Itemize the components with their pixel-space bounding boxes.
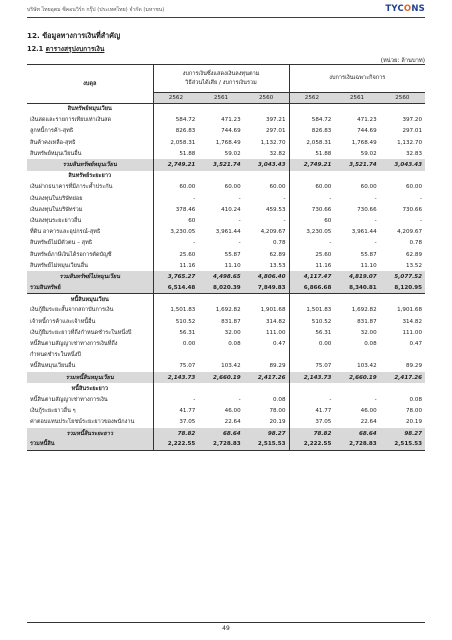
cell-value: 11.16 — [153, 260, 198, 271]
header-divider — [27, 17, 425, 18]
cell-value: 20.19 — [406, 419, 423, 426]
cell-value: 60.00 — [224, 184, 241, 191]
cell-value: 68.64 — [198, 428, 243, 439]
cell-value: 22.64 — [224, 419, 241, 426]
row-label: รวมหนี้สินระยะยาว — [27, 428, 153, 439]
cell-value: 4,117.47 — [289, 271, 334, 282]
cell-value: - — [419, 195, 423, 202]
table-row — [27, 137, 425, 148]
cell-value: 62.89 — [269, 251, 286, 258]
cell-value: 32.82 — [269, 150, 286, 157]
cell-value — [244, 171, 289, 182]
cell-value: 397.20 — [402, 117, 423, 124]
row-label: เงินลงทุนระยะยาวอื่น — [30, 217, 82, 224]
cell-value: 37.05 — [153, 417, 198, 428]
cell-value: - — [374, 195, 377, 202]
cell-value: 0.08 — [273, 396, 286, 403]
cell-value: 8,340.81 — [334, 283, 379, 294]
cell-value: 3,230.05 — [153, 227, 198, 238]
cell-value: 68.64 — [334, 428, 379, 439]
row-label: หนี้สินตามสัญญาเช่าทางการเงิน — [30, 396, 108, 403]
cell-value: 89.29 — [269, 363, 286, 370]
cell-value: 730.66 — [289, 204, 334, 215]
cell-value — [334, 383, 379, 394]
cell-value — [153, 104, 198, 115]
row-label: ลูกหนี้การค้า-สุทธิ — [30, 128, 74, 135]
table-row — [27, 238, 425, 249]
cell-value: 0.08 — [228, 341, 241, 348]
consolidated-group-header — [153, 65, 289, 93]
subtotal-row — [27, 271, 425, 282]
row-label: ที่ดิน อาคารและอุปกรณ์-สุทธิ — [30, 229, 101, 236]
cell-value: 60.00 — [153, 182, 198, 193]
cell-value: 3,961.44 — [351, 229, 377, 236]
row-label: เงินฝากธนาคารที่มีภาระค้ำประกัน — [30, 184, 113, 191]
section-title: 12. ข้อมูลทางการเงินที่สำคัญ — [27, 31, 121, 40]
cell-value: - — [289, 193, 334, 204]
table-row — [27, 193, 425, 204]
cell-value: 2,143.73 — [153, 372, 198, 383]
cell-value: 1,692.82 — [215, 307, 241, 314]
subtotal-row — [27, 372, 425, 383]
cell-value: 314.82 — [265, 318, 286, 325]
year-header: 2562 — [153, 93, 198, 104]
row-label: เจ้าหนี้การค้าและเจ้าหนี้อื่น — [30, 318, 96, 325]
cell-value: 2,749.21 — [289, 159, 334, 170]
cell-value: 2,660.19 — [334, 372, 379, 383]
cell-value: - — [153, 394, 198, 405]
cell-value: 314.82 — [402, 318, 423, 325]
cell-value: 2,058.31 — [153, 137, 198, 148]
cell-value: 297.01 — [402, 128, 423, 135]
cell-value: 111.00 — [402, 329, 423, 336]
table-row — [27, 215, 425, 226]
table-body — [27, 104, 425, 451]
cell-value — [289, 294, 334, 305]
cell-value: 4,806.40 — [244, 271, 289, 282]
cell-value — [380, 350, 425, 361]
cell-value: - — [153, 193, 198, 204]
subsection-number: 12.1 — [27, 45, 44, 53]
table-row — [27, 406, 425, 417]
table-row — [27, 115, 425, 126]
cell-value: 25.60 — [289, 249, 334, 260]
cell-value: 75.07 — [153, 361, 198, 372]
table-row — [27, 316, 425, 327]
row-label: สินทรัพย์หมุนเวียน — [67, 106, 112, 113]
cell-value: 510.52 — [289, 316, 334, 327]
cell-value: 1,132.70 — [397, 139, 423, 146]
cell-value: 20.19 — [269, 419, 286, 426]
year-header: 2561 — [334, 93, 379, 104]
table-row — [27, 338, 425, 349]
cell-value — [244, 350, 289, 361]
row-label: สินค้าคงเหลือ-สุทธิ — [30, 139, 76, 146]
cell-value: 1,501.83 — [153, 305, 198, 316]
cell-value: - — [419, 217, 423, 224]
total-row — [27, 283, 425, 294]
cell-value: 56.31 — [289, 327, 334, 338]
group1-line1: งบการเงินซึ่งแสดงเงินลงทุนตาม — [182, 70, 260, 77]
cell-value: 7,849.83 — [244, 283, 289, 294]
cell-value — [198, 104, 243, 115]
table-row — [27, 327, 425, 338]
table-row — [27, 126, 425, 137]
section-row — [27, 294, 425, 305]
row-label: กำหนดชำระในหนึ่งปี — [30, 352, 81, 359]
cell-value — [380, 171, 425, 182]
cell-value: 3,043.43 — [244, 159, 289, 170]
row-label: หนี้สินหมุนเวียน — [70, 296, 109, 303]
cell-value: 55.87 — [224, 251, 241, 258]
cell-value — [289, 171, 334, 182]
cell-value: 11.16 — [289, 260, 334, 271]
cell-value — [153, 171, 198, 182]
cell-value: - — [374, 217, 377, 224]
company-name: บริษัท ไทยอุตม ซีคอนวิร์ก กรุ๊ป (ประเทศไทย) จำกัด (มหาชน) — [27, 7, 165, 13]
cell-value: - — [238, 217, 241, 224]
cell-value — [334, 294, 379, 305]
section-row — [27, 104, 425, 115]
subsection-title — [27, 43, 104, 54]
cell-value: 4,209.67 — [260, 229, 286, 236]
cell-value: 56.31 — [153, 327, 198, 338]
cell-value: 2,417.26 — [380, 372, 425, 383]
cell-value: 730.66 — [402, 206, 423, 213]
cell-value: 78.00 — [269, 408, 286, 415]
cell-value: 744.69 — [221, 128, 241, 135]
row-label: รวมหนี้สิน — [27, 439, 153, 450]
cell-value: 1,692.82 — [351, 307, 377, 314]
cell-value: 6,866.68 — [289, 283, 334, 294]
cell-value: 0.78 — [409, 240, 423, 247]
page-number: 49 — [222, 625, 230, 632]
cell-value: 51.88 — [289, 148, 334, 159]
cell-value: 51.88 — [153, 148, 198, 159]
cell-value: 831.87 — [221, 318, 241, 325]
cell-value: 13.53 — [269, 262, 286, 269]
cell-value — [198, 350, 243, 361]
subsection-label: ตารางสรุปงบการเงิน — [45, 45, 105, 53]
row-label-header: งบดุล — [27, 65, 153, 104]
year-header: 2562 — [289, 93, 334, 104]
cell-value: 32.83 — [406, 150, 423, 157]
row-label: สินทรัพย์ไม่มีตัวตน – สุทธิ — [30, 240, 93, 247]
cell-value: 397.21 — [265, 117, 286, 124]
cell-value — [198, 294, 243, 305]
balance-sheet-table — [27, 64, 425, 451]
cell-value — [198, 383, 243, 394]
logo-main: TYC — [385, 4, 404, 14]
cell-value: - — [289, 394, 334, 405]
unit-label: (หน่วย: ล้านบาท) — [380, 58, 425, 64]
row-label: หนี้สินระยะยาว — [71, 385, 109, 392]
cell-value: 6,514.48 — [153, 283, 198, 294]
cell-value: 1,901.68 — [397, 307, 423, 314]
cell-value: 1,132.70 — [260, 139, 286, 146]
tycons-logo — [385, 4, 425, 14]
cell-value: 5,077.52 — [380, 271, 425, 282]
cell-value — [244, 104, 289, 115]
cell-value: 55.87 — [360, 251, 377, 258]
cell-value: 4,209.67 — [397, 229, 423, 236]
cell-value: 62.89 — [406, 251, 423, 258]
cell-value: 22.64 — [360, 419, 377, 426]
cell-value: 826.83 — [153, 126, 198, 137]
cell-value: 89.29 — [406, 363, 423, 370]
cell-value: 584.72 — [153, 115, 198, 126]
cell-value: 78.82 — [289, 428, 334, 439]
logo-tail: NS — [411, 4, 425, 14]
separate-group-header: งบการเงินเฉพาะกิจการ — [289, 65, 425, 93]
cell-value: 3,961.44 — [215, 229, 241, 236]
cell-value: 78.82 — [153, 428, 198, 439]
row-label: เงินลงทุนในบริษัทย่อย — [30, 195, 83, 202]
cell-value: - — [153, 238, 198, 249]
total-row — [27, 439, 425, 450]
cell-value — [244, 294, 289, 305]
cell-value: 0.00 — [289, 338, 334, 349]
subtotal-row — [27, 428, 425, 439]
footer-divider — [27, 622, 425, 623]
cell-value: 37.05 — [289, 417, 334, 428]
table-row — [27, 394, 425, 405]
cell-value: 4,819.07 — [334, 271, 379, 282]
cell-value: 1,768.49 — [351, 139, 377, 146]
cell-value: 41.77 — [289, 406, 334, 417]
cell-value — [244, 383, 289, 394]
row-label: เงินลงทุนในบริษัทร่วม — [30, 206, 83, 213]
cell-value: 2,143.73 — [289, 372, 334, 383]
cell-value: 410.24 — [221, 206, 241, 213]
cell-value: - — [374, 240, 377, 247]
table-row — [27, 361, 425, 372]
cell-value: 60.00 — [360, 184, 377, 191]
cell-value: 60.00 — [289, 182, 334, 193]
cell-value: 46.00 — [360, 408, 377, 415]
cell-value — [334, 171, 379, 182]
subtotal-row — [27, 159, 425, 170]
table-header-row — [27, 65, 425, 93]
cell-value: 2,660.19 — [198, 372, 243, 383]
table-row — [27, 249, 425, 260]
row-label: รวมสินทรัพย์หมุนเวียน — [27, 159, 153, 170]
cell-value: 103.42 — [221, 363, 241, 370]
cell-value: 510.52 — [153, 316, 198, 327]
cell-value: 60 — [153, 215, 198, 226]
cell-value: 2,515.53 — [244, 439, 289, 450]
cell-value: 459.53 — [265, 206, 286, 213]
cell-value: - — [238, 396, 241, 403]
cell-value: 4,498.65 — [198, 271, 243, 282]
cell-value: 3,765.27 — [153, 271, 198, 282]
cell-value: 0.78 — [273, 240, 286, 247]
cell-value: - — [283, 217, 286, 224]
cell-value — [198, 171, 243, 182]
cell-value: 2,728.83 — [198, 439, 243, 450]
cell-value: 3,230.05 — [289, 227, 334, 238]
cell-value: 59.02 — [360, 150, 377, 157]
row-label: หนี้สินตามสัญญาเช่าทางการเงินที่ถึง — [30, 341, 118, 348]
cell-value — [380, 104, 425, 115]
cell-value: - — [283, 195, 286, 202]
cell-value: 3,521.74 — [334, 159, 379, 170]
year-header: 2560 — [380, 93, 425, 104]
cell-value: 13.52 — [406, 262, 423, 269]
section-row — [27, 171, 425, 182]
cell-value — [380, 383, 425, 394]
row-label: รวมสินทรัพย์ — [27, 283, 153, 294]
cell-value: 75.07 — [289, 361, 334, 372]
row-label: เงินกู้ระยะยาวอื่น ๆ — [30, 408, 76, 415]
cell-value: 297.01 — [265, 128, 286, 135]
table-row — [27, 204, 425, 215]
table-row — [27, 182, 425, 193]
cell-value — [334, 350, 379, 361]
cell-value: 111.00 — [265, 329, 286, 336]
cell-value — [334, 104, 379, 115]
cell-value: - — [238, 240, 241, 247]
cell-value: 826.83 — [289, 126, 334, 137]
row-label: สินทรัพย์ไม่หมุนเวียนอื่น — [30, 262, 88, 269]
row-label: สินทรัพย์หมุนเวียนอื่น — [30, 150, 82, 157]
cell-value: 584.72 — [289, 115, 334, 126]
row-label: สินทรัพย์ภาษีเงินได้รอการตัดบัญชี — [30, 251, 112, 258]
cell-value: 730.66 — [357, 206, 377, 213]
cell-value: 0.00 — [153, 338, 198, 349]
cell-value: 1,768.49 — [215, 139, 241, 146]
cell-value: 1,501.83 — [289, 305, 334, 316]
cell-value: 46.00 — [224, 408, 241, 415]
cell-value: 60.00 — [406, 184, 423, 191]
section-row — [27, 383, 425, 394]
cell-value: 0.47 — [273, 341, 286, 348]
table-row — [27, 148, 425, 159]
cell-value: 8,120.95 — [380, 283, 425, 294]
cell-value: 471.23 — [357, 117, 377, 124]
cell-value — [153, 383, 198, 394]
cell-value: 0.47 — [409, 341, 423, 348]
cell-value: 831.87 — [357, 318, 377, 325]
group1-line2: วิธีส่วนได้เสีย / งบการเงินรวม — [185, 79, 257, 86]
cell-value — [380, 294, 425, 305]
cell-value — [153, 350, 198, 361]
row-label: หนี้สินหมุนเวียนอื่น — [30, 363, 76, 370]
cell-value: 2,222.55 — [289, 439, 334, 450]
cell-value — [289, 350, 334, 361]
cell-value: 471.23 — [221, 117, 241, 124]
cell-value: 2,515.53 — [380, 439, 425, 450]
cell-value: - — [238, 195, 241, 202]
cell-value: 25.60 — [153, 249, 198, 260]
row-label: รวมสินทรัพย์ไม่หมุนเวียน — [27, 271, 153, 282]
cell-value — [289, 104, 334, 115]
cell-value: 0.08 — [364, 341, 377, 348]
cell-value: 0.08 — [409, 396, 423, 403]
cell-value: 3,043.43 — [380, 159, 425, 170]
table-row — [27, 305, 425, 316]
logo-accent: O — [403, 4, 412, 14]
cell-value: - — [374, 396, 377, 403]
cell-value: 32.00 — [360, 329, 377, 336]
cell-value: 41.77 — [153, 406, 198, 417]
cell-value: 2,749.21 — [153, 159, 198, 170]
cell-value: 2,417.26 — [244, 372, 289, 383]
cell-value — [153, 294, 198, 305]
cell-value: 2,058.31 — [289, 137, 334, 148]
row-label: รวมหนี้สินหมุนเวียน — [27, 372, 153, 383]
table-row — [27, 350, 425, 361]
row-label: ค่าตอบแทนประโยชน์ระยะยาวของพนักงาน — [30, 419, 135, 426]
cell-value: 2,728.83 — [334, 439, 379, 450]
cell-value: 32.00 — [224, 329, 241, 336]
cell-value: 744.69 — [357, 128, 377, 135]
cell-value: - — [289, 238, 334, 249]
cell-value: 2,222.55 — [153, 439, 198, 450]
cell-value: 78.00 — [406, 408, 423, 415]
row-label: เงินกู้ยืมระยะสั้นจากสถาบันการเงิน — [30, 307, 114, 314]
row-label: เงินกู้ยืมระยะยาวที่ถึงกำหนดชำระในหนึ่งปี — [30, 329, 132, 336]
cell-value — [289, 383, 334, 394]
year-header: 2560 — [244, 93, 289, 104]
cell-value: 60.00 — [269, 184, 286, 191]
table-row — [27, 227, 425, 238]
cell-value: 1,901.68 — [260, 307, 286, 314]
cell-value: 11.10 — [360, 262, 377, 269]
cell-value: 98.27 — [244, 428, 289, 439]
cell-value: 103.42 — [357, 363, 377, 370]
cell-value: 3,521.74 — [198, 159, 243, 170]
cell-value: 11.10 — [224, 262, 241, 269]
row-label: สินทรัพย์ระยะยาว — [68, 173, 112, 180]
table-row — [27, 417, 425, 428]
cell-value: 8,020.39 — [198, 283, 243, 294]
cell-value: 378.46 — [153, 204, 198, 215]
cell-value: 98.27 — [380, 428, 425, 439]
table-row — [27, 260, 425, 271]
cell-value: 59.02 — [224, 150, 241, 157]
row-label: เงินสดและรายการเทียบเท่าเงินสด — [30, 117, 112, 124]
cell-value: 60 — [289, 215, 334, 226]
year-header: 2561 — [198, 93, 243, 104]
